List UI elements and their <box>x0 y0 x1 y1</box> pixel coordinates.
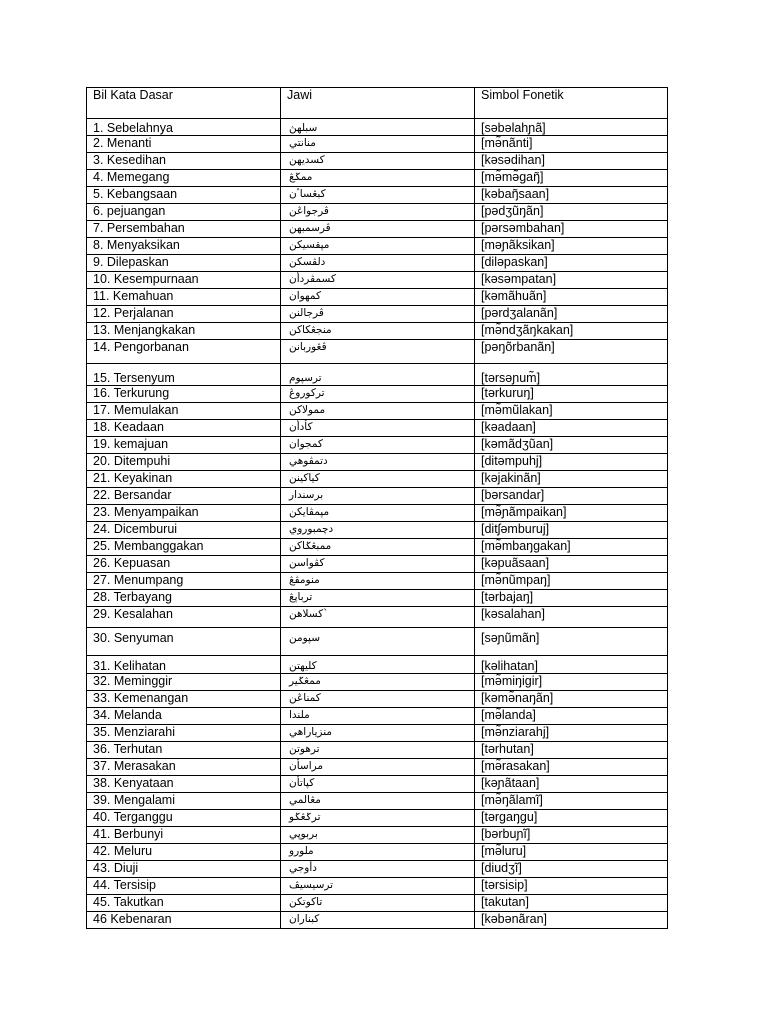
kata-dasar-cell: 6. pejuangan <box>87 204 281 221</box>
kata-dasar-cell: 41. Berbunyi <box>87 827 281 844</box>
jawi-cell: ڤرجواڠن <box>281 204 475 221</box>
table-row <box>87 437 668 454</box>
kata-dasar-cell: 13. Menjangkakan <box>87 323 281 340</box>
simbol-fonetik-cell: [ditəmpuhj] <box>475 454 668 471</box>
simbol-fonetik-cell: [mə̃luru] <box>475 844 668 861</box>
kata-dasar-cell: 33. Kemenangan <box>87 691 281 708</box>
word-table <box>86 87 668 929</box>
simbol-fonetik-cell: [tərgaŋgu] <box>475 810 668 827</box>
table-row <box>87 776 668 793</box>
jawi-cell: منجڠكاكن <box>281 323 475 340</box>
table-row <box>87 340 668 364</box>
kata-dasar-cell: 25. Membanggakan <box>87 539 281 556</box>
jawi-cell: كبناران <box>281 912 475 929</box>
kata-dasar-cell: 27. Menumpang <box>87 573 281 590</box>
table-row <box>87 827 668 844</box>
jawi-cell: مڽمڤايكن <box>281 505 475 522</box>
table-row <box>87 691 668 708</box>
table-row <box>87 556 668 573</box>
simbol-fonetik-cell: [mə̃mə̃gaŋ̃] <box>475 170 668 187</box>
kata-dasar-cell: 23. Menyampaikan <box>87 505 281 522</box>
kata-dasar-cell: 16. Terkurung <box>87 386 281 403</box>
table-row <box>87 674 668 691</box>
simbol-fonetik-cell: [kəpuãsaan] <box>475 556 668 573</box>
kata-dasar-cell: 20. Ditempuhi <box>87 454 281 471</box>
jawi-cell: كڽاتأن <box>281 776 475 793</box>
jawi-cell: دچمبوروي <box>281 522 475 539</box>
simbol-fonetik-cell: [mə̃mbaŋgakan] <box>475 539 668 556</box>
jawi-cell: ترباڽڠ <box>281 590 475 607</box>
table-row <box>87 810 668 827</box>
kata-dasar-cell: 39. Mengalami <box>87 793 281 810</box>
table-row <box>87 386 668 403</box>
jawi-cell: ترکوروڠ <box>281 386 475 403</box>
jawi-cell: كڤواسن <box>281 556 475 573</box>
jawi-cell: ممݢڠ <box>281 170 475 187</box>
simbol-fonetik-cell: [səbəlahɲã] <box>475 119 668 136</box>
table-row <box>87 522 668 539</box>
simbol-fonetik-cell: [tərkuruŋ] <box>475 386 668 403</box>
jawi-cell: كسمڤردأن <box>281 272 475 289</box>
table-row <box>87 471 668 488</box>
kata-dasar-cell: 7. Persembahan <box>87 221 281 238</box>
kata-dasar-cell: 29. Kesalahan <box>87 607 281 628</box>
jawi-cell: ڤرجالنن <box>281 306 475 323</box>
kata-dasar-cell: 11. Kemahuan <box>87 289 281 306</box>
kata-dasar-cell: 4. Memegang <box>87 170 281 187</box>
kata-dasar-cell: 35. Menziarahi <box>87 725 281 742</box>
simbol-fonetik-cell: [mə̃mũlakan] <box>475 403 668 420</box>
kata-dasar-cell: 2. Menanti <box>87 136 281 153</box>
jawi-cell: كمناڠن <box>281 691 475 708</box>
table-row <box>87 204 668 221</box>
jawi-cell: ممولاكن <box>281 403 475 420</box>
header-row <box>87 88 668 119</box>
table-row <box>87 420 668 437</box>
table-row <box>87 590 668 607</box>
simbol-fonetik-cell: [kəsəmpatan] <box>475 272 668 289</box>
simbol-fonetik-cell: [tərhutan] <box>475 742 668 759</box>
simbol-fonetik-cell: [pərdʒalanãn] <box>475 306 668 323</box>
kata-dasar-cell: 10. Kesempurnaan <box>87 272 281 289</box>
simbol-fonetik-cell: [kəlihatan] <box>475 656 668 674</box>
simbol-fonetik-cell: [mə̃ɲãmpaikan] <box>475 505 668 522</box>
jawi-cell: سبلهڽ <box>281 119 475 136</box>
kata-dasar-cell: 3. Kesedihan <box>87 153 281 170</box>
table-row <box>87 454 668 471</box>
table-row <box>87 136 668 153</box>
kata-dasar-cell: 45. Takutkan <box>87 895 281 912</box>
simbol-fonetik-cell: [mə̃ndʒãŋkakan] <box>475 323 668 340</box>
table-row <box>87 221 668 238</box>
simbol-fonetik-cell: [tərbajaŋ] <box>475 590 668 607</box>
table-row <box>87 573 668 590</box>
table-row <box>87 895 668 912</box>
jawi-cell: ترهوتن <box>281 742 475 759</box>
simbol-fonetik-cell: [mə̃landa] <box>475 708 668 725</box>
table-row <box>87 153 668 170</box>
table-row <box>87 742 668 759</box>
kata-dasar-cell: 32. Meminggir <box>87 674 281 691</box>
jawi-cell: ترسيسيڤ <box>281 878 475 895</box>
simbol-fonetik-cell: [takutan] <box>475 895 668 912</box>
simbol-fonetik-cell: [kəɲãtaan] <box>475 776 668 793</box>
simbol-fonetik-cell: [mə̃nziarahj] <box>475 725 668 742</box>
jawi-cell: ممڠݢير <box>281 674 475 691</box>
kata-dasar-cell: 18. Keadaan <box>87 420 281 437</box>
jawi-cell: كسديهن <box>281 153 475 170</box>
jawi-cell: كياكينن <box>281 471 475 488</box>
table-row <box>87 793 668 810</box>
simbol-fonetik-cell: [kəmə̃naŋãn] <box>475 691 668 708</box>
kata-dasar-cell: 38. Kenyataan <box>87 776 281 793</box>
table-row <box>87 759 668 776</box>
jawi-cell: تاكوتكن <box>281 895 475 912</box>
jawi-cell: كمجوان <box>281 437 475 454</box>
table-row <box>87 878 668 895</box>
header-jawi: Jawi <box>281 88 475 119</box>
kata-dasar-cell: 40. Terganggu <box>87 810 281 827</box>
jawi-cell: مڠالمي <box>281 793 475 810</box>
jawi-cell: ڤرسمبهن <box>281 221 475 238</box>
jawi-cell: ترسڽوم <box>281 364 475 386</box>
kata-dasar-cell: 44. Tersisip <box>87 878 281 895</box>
table-row <box>87 912 668 929</box>
jawi-cell: كبڠسا‌ٴن <box>281 187 475 204</box>
simbol-fonetik-cell: [mə̃nũmpaŋ] <box>475 573 668 590</box>
kata-dasar-cell: 26. Kepuasan <box>87 556 281 573</box>
jawi-cell: ترݢڠݢو <box>281 810 475 827</box>
simbol-fonetik-cell: [tərsəɲum̃] <box>475 364 668 386</box>
simbol-fonetik-cell: [ditʃəmburuj] <box>475 522 668 539</box>
table-row <box>87 255 668 272</box>
table-row <box>87 238 668 255</box>
jawi-cell: دلڤسكن <box>281 255 475 272</box>
simbol-fonetik-cell: [kəmãdʒũan] <box>475 437 668 454</box>
table-row <box>87 539 668 556</box>
table-row <box>87 725 668 742</box>
kata-dasar-cell: 22. Bersandar <box>87 488 281 505</box>
jawi-cell: ڤڠوربانن <box>281 340 475 364</box>
kata-dasar-cell: 36. Terhutan <box>87 742 281 759</box>
jawi-cell: مڽقسيكن <box>281 238 475 255</box>
jawi-cell: ملندا <box>281 708 475 725</box>
header-kata-dasar: Bil Kata Dasar <box>87 88 281 119</box>
simbol-fonetik-cell: [pədʒũŋãn] <box>475 204 668 221</box>
kata-dasar-cell: 12. Perjalanan <box>87 306 281 323</box>
kata-dasar-cell: 34. Melanda <box>87 708 281 725</box>
jawi-cell: دتمڤوهي <box>281 454 475 471</box>
jawi-cell: دأوجي <box>281 861 475 878</box>
jawi-cell: كأدأن <box>281 420 475 437</box>
table-row <box>87 323 668 340</box>
table-row <box>87 364 668 386</box>
kata-dasar-cell: 43. Diuji <box>87 861 281 878</box>
simbol-fonetik-cell: [pərsəmbahan] <box>475 221 668 238</box>
simbol-fonetik-cell: [kəjakinãn] <box>475 471 668 488</box>
jawi-cell: منانتي <box>281 136 475 153</box>
kata-dasar-cell: 9. Dilepaskan <box>87 255 281 272</box>
kata-dasar-cell: 5. Kebangsaan <box>87 187 281 204</box>
jawi-cell: برسندار <box>281 488 475 505</box>
simbol-fonetik-cell: [diudʒĩ] <box>475 861 668 878</box>
simbol-fonetik-cell: [diləpaskan] <box>475 255 668 272</box>
simbol-fonetik-cell: [məɲãksikan] <box>475 238 668 255</box>
table-row <box>87 272 668 289</box>
simbol-fonetik-cell: [tərsisip] <box>475 878 668 895</box>
jawi-cell: كليهتن <box>281 656 475 674</box>
table-row <box>87 861 668 878</box>
simbol-fonetik-cell: [səɲũmãn] <box>475 628 668 656</box>
simbol-fonetik-cell: [kəbaŋ̃saan] <box>475 187 668 204</box>
simbol-fonetik-cell: [mə̃nãnti] <box>475 136 668 153</box>
kata-dasar-cell: 46 Kebenaran <box>87 912 281 929</box>
table-row <box>87 505 668 522</box>
jawi-cell: منومڤڠ <box>281 573 475 590</box>
simbol-fonetik-cell: [pəŋõrbanãn] <box>475 340 668 364</box>
kata-dasar-cell: 8. Menyaksikan <box>87 238 281 255</box>
kata-dasar-cell: 28. Terbayang <box>87 590 281 607</box>
table-row <box>87 289 668 306</box>
kata-dasar-cell: 37. Merasakan <box>87 759 281 776</box>
kata-dasar-cell: 21. Keyakinan <box>87 471 281 488</box>
table-row <box>87 170 668 187</box>
jawi-cell: كسلاهن` <box>281 607 475 628</box>
kata-dasar-cell: 42. Meluru <box>87 844 281 861</box>
simbol-fonetik-cell: [kəadaan] <box>475 420 668 437</box>
jawi-cell: منزياراهي <box>281 725 475 742</box>
jawi-cell: كمهوان <box>281 289 475 306</box>
kata-dasar-cell: 1. Sebelahnya <box>87 119 281 136</box>
simbol-fonetik-cell: [bərsandar] <box>475 488 668 505</box>
simbol-fonetik-cell: [kəbənãran] <box>475 912 668 929</box>
simbol-fonetik-cell: [mə̃ŋãlamĩ] <box>475 793 668 810</box>
table-row <box>87 306 668 323</box>
table-row <box>87 403 668 420</box>
simbol-fonetik-cell: [bərbuɲĩ] <box>475 827 668 844</box>
simbol-fonetik-cell: [kəsədihan] <box>475 153 668 170</box>
jawi-cell: سڽومن <box>281 628 475 656</box>
table-row <box>87 656 668 674</box>
simbol-fonetik-cell: [mə̃miŋigir] <box>475 674 668 691</box>
table-row <box>87 607 668 628</box>
kata-dasar-cell: 19. kemajuan <box>87 437 281 454</box>
kata-dasar-cell: 31. Kelihatan <box>87 656 281 674</box>
table-row <box>87 628 668 656</box>
kata-dasar-cell: 15. Tersenyum <box>87 364 281 386</box>
header-simbol-fonetik: Simbol Fonetik <box>475 88 668 119</box>
simbol-fonetik-cell: [kəsalahan] <box>475 607 668 628</box>
jawi-cell: ممبڠݢاكن <box>281 539 475 556</box>
jawi-cell: بربوڽي <box>281 827 475 844</box>
jawi-cell: ملورو <box>281 844 475 861</box>
table-row <box>87 488 668 505</box>
simbol-fonetik-cell: [kəmãhuãn] <box>475 289 668 306</box>
jawi-cell: مراسأن <box>281 759 475 776</box>
kata-dasar-cell: 14. Pengorbanan <box>87 340 281 364</box>
table-row <box>87 708 668 725</box>
table-row <box>87 119 668 136</box>
simbol-fonetik-cell: [mə̃rasakan] <box>475 759 668 776</box>
kata-dasar-cell: 24. Dicemburui <box>87 522 281 539</box>
kata-dasar-cell: 30. Senyuman <box>87 628 281 656</box>
table-row <box>87 844 668 861</box>
table-row <box>87 187 668 204</box>
kata-dasar-cell: 17. Memulakan <box>87 403 281 420</box>
